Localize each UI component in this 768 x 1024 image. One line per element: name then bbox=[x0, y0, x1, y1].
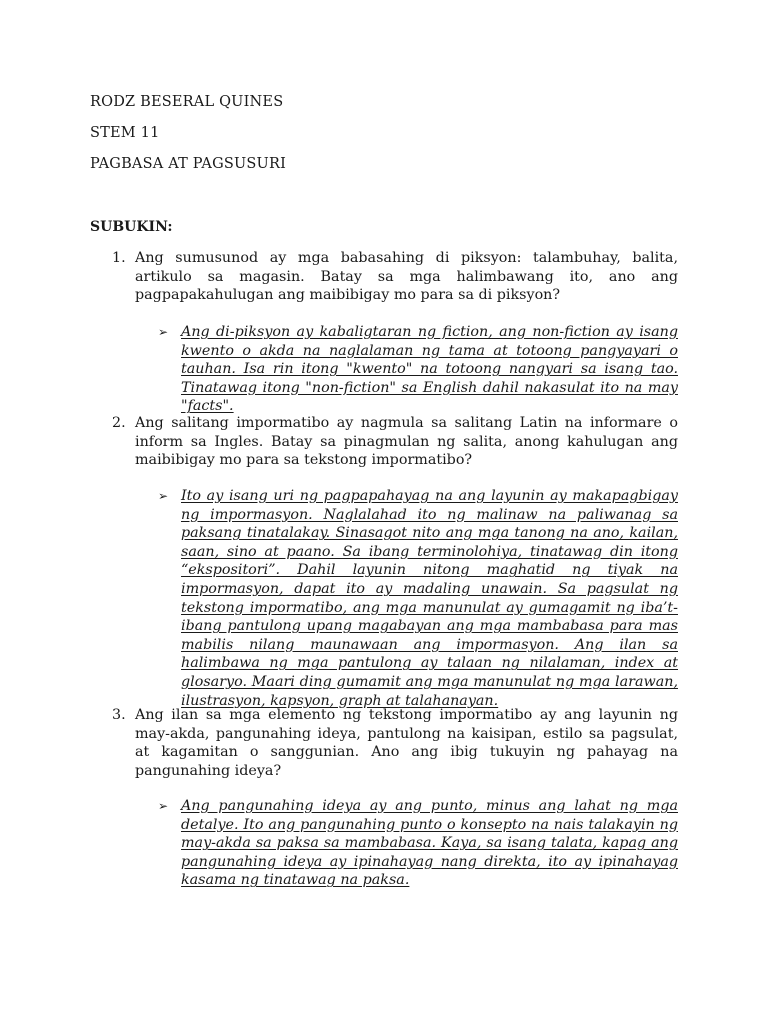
question-number: 1. bbox=[112, 250, 126, 266]
question-3 bbox=[112, 706, 678, 780]
arrow-bullet-icon: ➢ bbox=[158, 489, 169, 503]
answer-1 bbox=[158, 323, 678, 416]
question-1 bbox=[112, 249, 678, 305]
answer-text: Ito ay isang uri ng pagpapahayag na ang layunin ay makapagbigay ng impormasyon. Naglalahad ito ng malinaw na paliwanag sa paksang tinatalakay. Sinasagot nito ang mga tanong na ano, kailan, saan, sino at paano. Sa ibang terminolohiya, tinatawag din itong “ekspositori”. Dahil layunin nitong maghatid ng tiyak na impormasyon, dapat ito ay madaling unawain. Sa pagsulat ng tekstong impormatibo, ang mga manunulat ay gumagamit ng iba’t-ibang pantulong upang magabayan ang mga mambabasa para mas mabilis nilang maunawaan ang impormasyon. Ang ilan sa halimbawa ng mga pantulong ay talaan ng nilalaman, index at glosaryo. Maari ding gumamit ang mga manunulat ng mga larawan, ilustrasyon, kapsyon, graph at talahanayan. bbox=[181, 488, 678, 709]
question-number: 3. bbox=[112, 707, 126, 723]
arrow-bullet-icon: ➢ bbox=[158, 799, 169, 813]
question-number: 2. bbox=[112, 415, 126, 431]
strand-label: STEM 11 bbox=[90, 125, 160, 141]
question-text: Ang sumusunod ay mga babasahing di piksyon: talambuhay, balita, artikulo sa magasin. Batay sa mga halimbawang ito, ano ang pagpapakahulugan ang maibibigay mo para sa di piksyon? bbox=[135, 250, 678, 304]
question-text: Ang salitang impormatibo ay nagmula sa salitang Latin na informare o inform sa Ingles. Batay sa pinagmulan ng salita, anong kahulugan ang maibibigay mo para sa tekstong impormatibo? bbox=[135, 415, 678, 469]
answer-3 bbox=[158, 797, 678, 890]
question-text: Ang ilan sa mga elemento ng tekstong impormatibo ay ang layunin ng may-akda, pangunahing ideya, pantulong na kaisipan, estilo sa pagsulat, at kagamitan o sanggunian. Ano ang ibig tukuyin ng pahayag na pangunahing ideya? bbox=[135, 707, 678, 779]
question-2 bbox=[112, 414, 678, 470]
answer-text: Ang pangunahing ideya ay ang punto, minus ang lahat ng mga detalye. Ito ang pangunahing punto o konsepto na nais talakayin ng may-akda sa paksa sa mambabasa. Kaya, sa isang talata, kapag ang pangunahing ideya ay ipinahayag nang direkta, ito ay ipinahayag kasama ng tinatawag na paksa. bbox=[181, 798, 678, 889]
arrow-bullet-icon: ➢ bbox=[158, 325, 169, 339]
student-name: RODZ BESERAL QUINES bbox=[90, 94, 284, 110]
answer-2 bbox=[158, 487, 678, 710]
answer-text: Ang di-piksyon ay kabaligtaran ng fiction, ang non-fiction ay isang kwento o akda na naglalaman ng tama at totoong pangyayari o tauhan. Isa rin itong "kwento" na totoong nangyari sa isang tao. Tinatawag itong "non-fiction" sa English dahil nakasulat ito na may "facts". bbox=[181, 324, 678, 415]
section-title: SUBUKIN: bbox=[90, 219, 173, 235]
subject-title: PAGBASA AT PAGSUSURI bbox=[90, 156, 287, 172]
